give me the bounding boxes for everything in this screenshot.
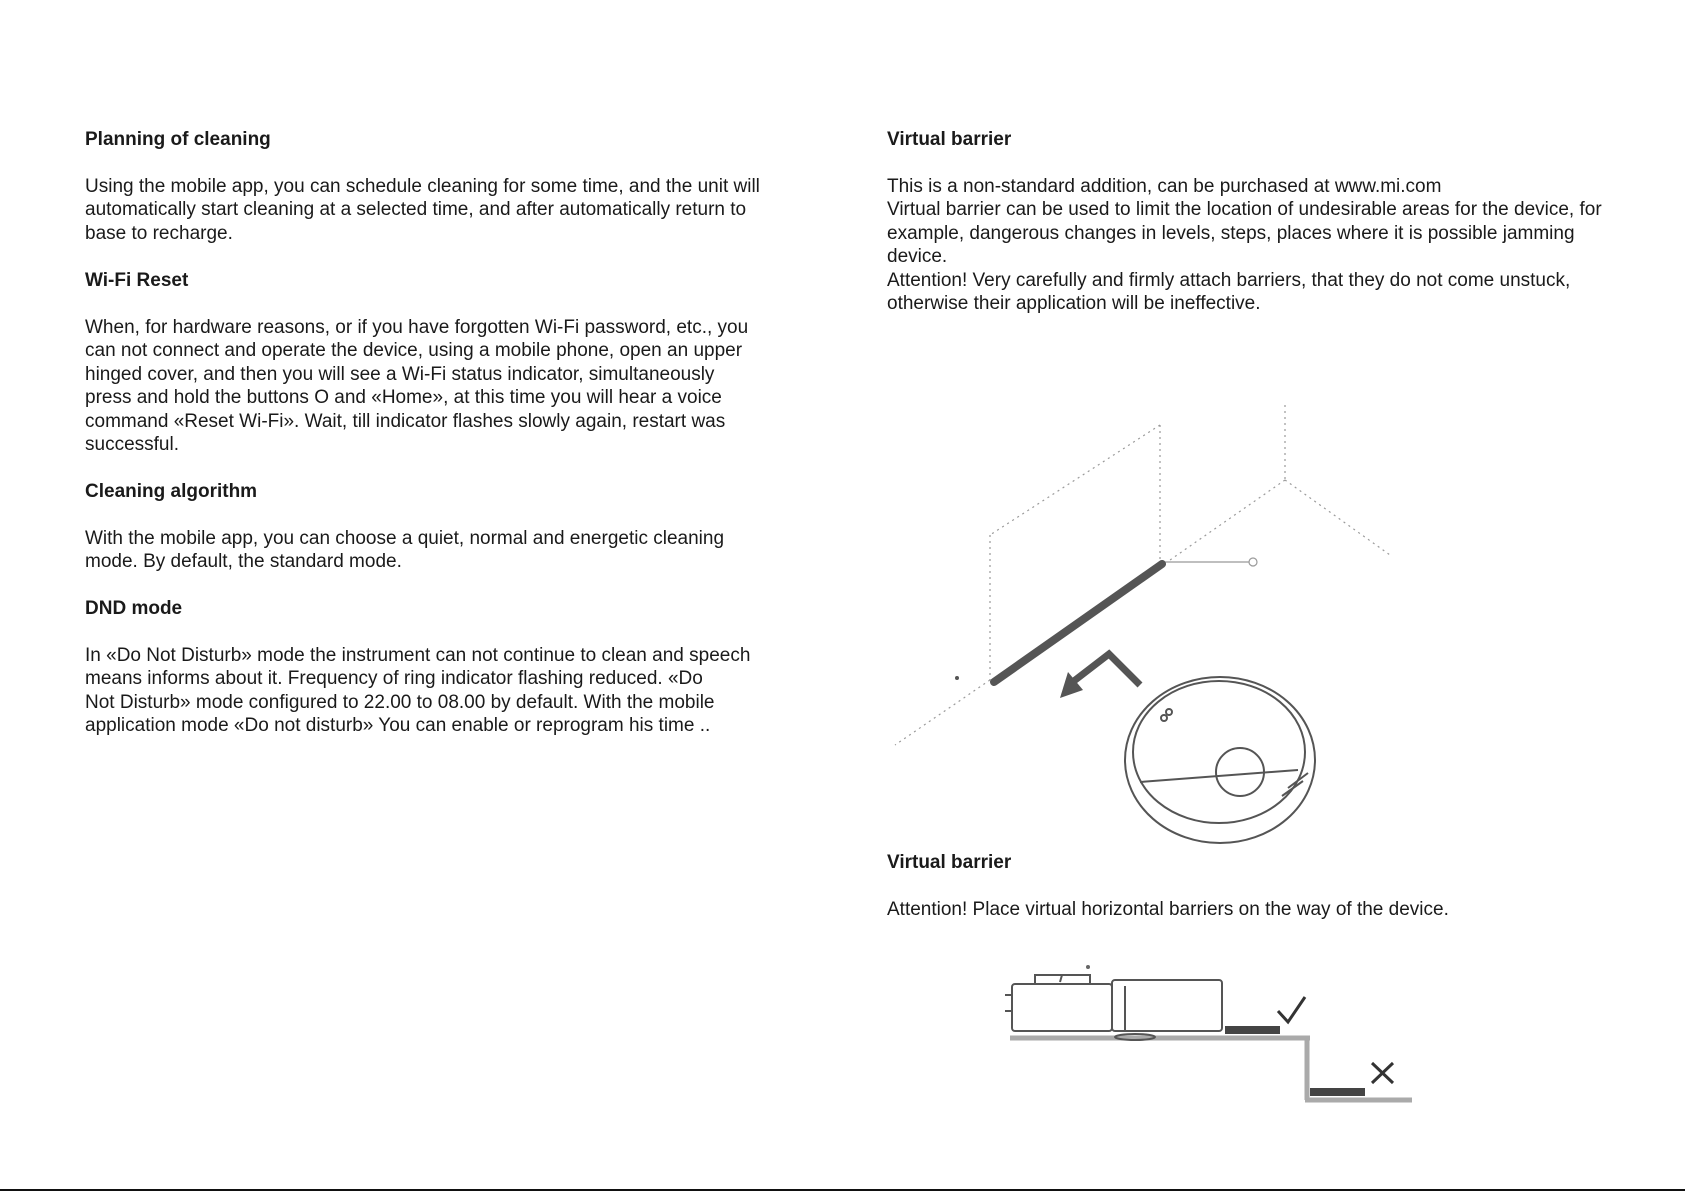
section-heading-wifi-reset: Wi-Fi Reset <box>85 270 189 291</box>
section-heading-cleaning-algorithm: Cleaning algorithm <box>85 481 258 502</box>
section-heading-virtual-barrier: Virtual barrier <box>887 129 1012 150</box>
section-text-dnd: In «Do Not Disturb» mode the instrument can not continue to clean and speech means informs about it. Frequency of ring indicator flashing reduced. «Do Not Disturb» mode configured to 22.00 to 08.00 by default. With the mobile application mode «Do not disturb» You can enable or reprogram his time .. <box>85 645 751 737</box>
section-text-planning: Using the mobile app, you can schedule cleaning for some time, and the unit will automatically start cleaning at a selected time, and after automatically return to base to recharge. <box>85 176 760 244</box>
virtual-barrier-illustration <box>890 390 1410 850</box>
section-heading-planning: Planning of cleaning <box>85 129 271 150</box>
section-heading-virtual-barrier-2: Virtual barrier <box>887 852 1012 873</box>
section-text-virtual-barrier-2: Attention! Place virtual horizontal barriers on the way of the device. <box>887 899 1449 920</box>
section-text-virtual-barrier: This is a non-standard addition, can be purchased at www.mi.com Virtual barrier can be used to limit the location of undesirable areas for the device, for example, dangerous changes in levels, steps, places where it is possible jamming device. Attention! Very carefully and firmly attach barriers, that they do not come unstuck, otherwise their application will be ineffective. <box>887 176 1602 315</box>
section-text-cleaning-algorithm: With the mobile app, you can choose a quiet, normal and energetic cleaning mode. By default, the standard mode. <box>85 528 725 573</box>
section-heading-dnd: DND mode <box>85 598 183 619</box>
section-text-wifi-reset: When, for hardware reasons, or if you have forgotten Wi-Fi password, etc., you can not connect and operate the device, using a mobile phone, open an upper hinged cover, and then you will see a Wi-Fi status indicator, simultaneously press and hold the buttons O and «Home», at this time you will hear a voice command «Reset Wi-Fi». Wait, till indicator flashes slowly again, restart was successful. <box>85 317 749 456</box>
horizontal-barrier-illustration <box>1000 955 1430 1115</box>
